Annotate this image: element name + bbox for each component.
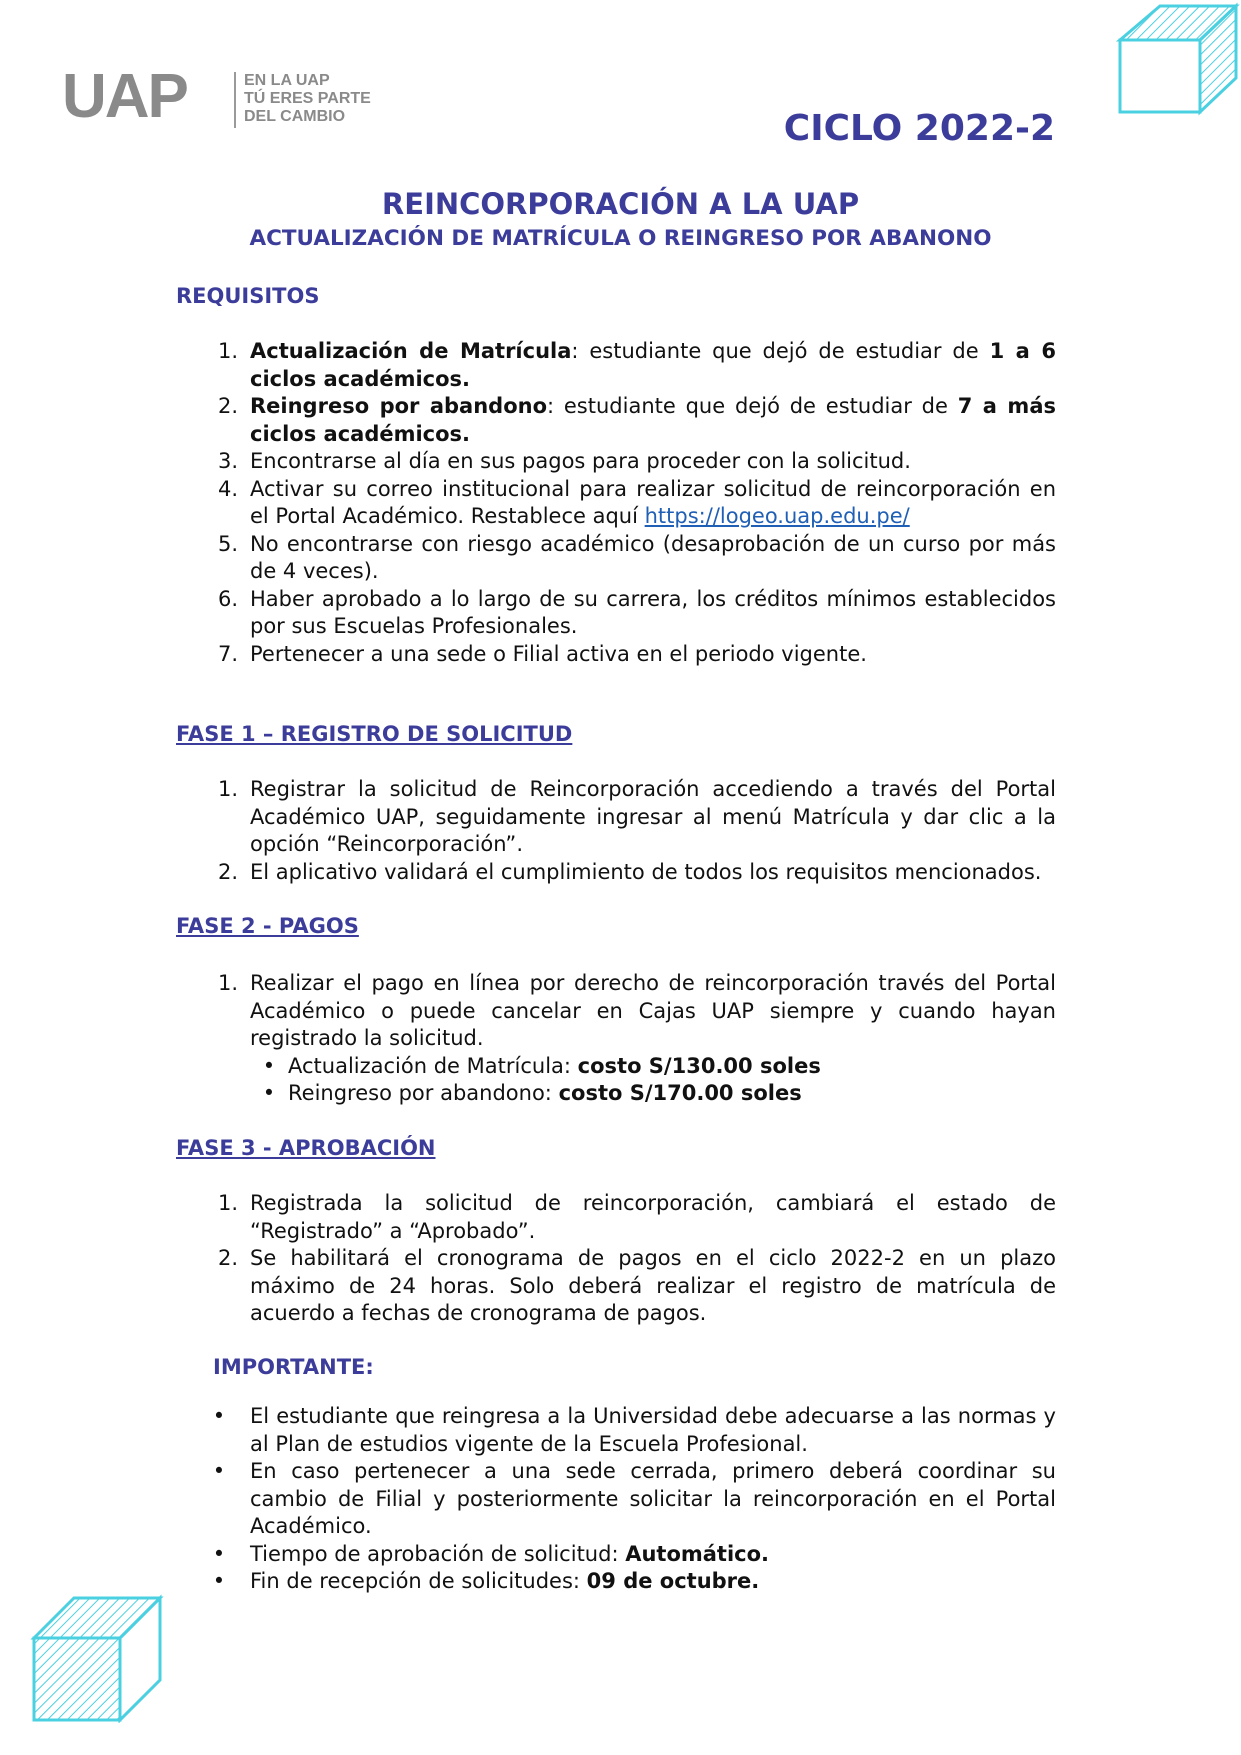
item-bold: costo S/130.00 soles bbox=[577, 1053, 821, 1078]
item-text: Se habilitará el cronograma de pagos en el ciclo 2022-2 en un plazo máximo de 24 horas. Solo deberá realizar el registro de matrícula de acuerdo a fechas de cronograma de pagos. bbox=[250, 1246, 1056, 1325]
item-number: 6. bbox=[217, 586, 238, 611]
list-item bbox=[176, 531, 1056, 586]
item-text: : estudiante que dejó de estudiar de bbox=[571, 339, 990, 363]
item-text: El aplicativo validará el cumplimiento de todos los requisitos mencionados. bbox=[250, 859, 1042, 884]
list-item bbox=[176, 1403, 1056, 1458]
item-text: El estudiante que reingresa a la Universidad debe adecuarse a las normas y al Plan de estudios vigente de la Escuela Profesional. bbox=[250, 1404, 1056, 1456]
fase2-heading: FASE 2 - PAGOS bbox=[176, 914, 359, 938]
list-item bbox=[176, 393, 1056, 448]
fase3-list bbox=[176, 1190, 1056, 1328]
item-text: Activar su correo institucional para realizar solicitud de reincorporación en el Portal Académico. Restablece aquí bbox=[250, 476, 1056, 528]
importante-list bbox=[176, 1403, 1056, 1596]
item-number: 7. bbox=[217, 641, 238, 666]
item-number: 3. bbox=[217, 449, 238, 473]
bullet-icon: • bbox=[212, 1459, 226, 1483]
list-item bbox=[176, 1458, 1056, 1541]
item-text: Actualización de Matrícula: bbox=[288, 1053, 578, 1078]
list-item bbox=[176, 970, 1056, 1053]
item-text: Pertenecer a una sede o Filial activa en el periodo vigente. bbox=[250, 641, 867, 666]
logeo-link[interactable]: https://logeo.uap.edu.pe/ bbox=[644, 504, 910, 528]
fase3-heading: FASE 3 - APROBACIÓN bbox=[176, 1136, 436, 1160]
item-number: 2. bbox=[217, 394, 238, 418]
item-text: En caso pertenecer a una sede cerrada, primero deberá coordinar su cambio de Filial y posteriormente solicitar la reincorporación en el Portal Académico. bbox=[250, 1459, 1056, 1538]
requisitos-heading: REQUISITOS bbox=[176, 284, 320, 308]
item-number: 1. bbox=[217, 1191, 238, 1215]
item-text: No encontrarse con riesgo académico (desaprobación de un curso por más de 4 veces). bbox=[250, 531, 1056, 583]
bullet-icon: • bbox=[212, 1541, 226, 1566]
list-item bbox=[250, 1080, 1056, 1108]
list-item bbox=[250, 1053, 1056, 1081]
cube-icon-bottom-left bbox=[30, 1588, 170, 1723]
bullet-icon: • bbox=[262, 1081, 276, 1105]
item-text: Encontrarse al día en sus pagos para proceder con la solicitud. bbox=[250, 449, 911, 473]
item-bold: 09 de octubre. bbox=[586, 1569, 760, 1593]
item-number: 1. bbox=[217, 777, 238, 801]
importante-heading: IMPORTANTE: bbox=[213, 1355, 374, 1379]
item-bold: Reingreso por abandono bbox=[250, 394, 547, 418]
item-text: Reingreso por abandono: bbox=[288, 1081, 559, 1105]
item-text: Registrada la solicitud de reincorporación, cambiará el estado de “Registrado” a “Aprobado”. bbox=[250, 1191, 1056, 1243]
item-bold: Actualización de Matrícula bbox=[250, 339, 572, 363]
logo-divider bbox=[234, 72, 236, 128]
list-item bbox=[176, 776, 1056, 859]
page-title: REINCORPORACIÓN A LA UAP bbox=[381, 187, 860, 221]
list-item bbox=[176, 338, 1056, 393]
bullet-icon: • bbox=[262, 1053, 276, 1078]
fase1-list bbox=[176, 776, 1056, 886]
item-text: Realizar el pago en línea por derecho de reincorporación través del Portal Académico o puede cancelar en Cajas UAP siempre y cuando hayan registrado la solicitud. bbox=[250, 971, 1056, 1050]
item-text: : estudiante que dejó de estudiar de bbox=[547, 394, 958, 418]
list-item bbox=[176, 476, 1056, 531]
item-bold: 1 a 6 ciclos académicos. bbox=[250, 339, 1056, 391]
item-number: 1. bbox=[217, 339, 238, 363]
fase1-heading: FASE 1 – REGISTRO DE SOLICITUD bbox=[176, 722, 573, 746]
fase2-list bbox=[176, 970, 1056, 1108]
item-bold: Automático. bbox=[625, 1541, 770, 1566]
list-item bbox=[176, 1245, 1056, 1328]
list-item bbox=[176, 859, 1056, 887]
ciclo-label: CICLO 2022-2 bbox=[783, 108, 1055, 149]
requisitos-list bbox=[176, 338, 1056, 668]
item-text: Haber aprobado a lo largo de su carrera, los créditos mínimos establecidos por sus Escuelas Profesionales. bbox=[250, 586, 1056, 638]
logo-tagline-line: DEL CAMBIO bbox=[244, 108, 346, 125]
logo-tagline-line: TÚ ERES PARTE bbox=[244, 90, 371, 107]
bullet-icon: • bbox=[212, 1569, 226, 1593]
list-item bbox=[176, 1190, 1056, 1245]
item-number: 2. bbox=[217, 1246, 238, 1270]
list-item bbox=[176, 1568, 1056, 1596]
item-text: Fin de recepción de solicitudes: bbox=[250, 1569, 587, 1593]
list-item bbox=[176, 448, 1056, 476]
cube-icon-top-right bbox=[1116, 0, 1241, 118]
list-item bbox=[176, 586, 1056, 641]
logo-tagline bbox=[244, 72, 371, 126]
list-item bbox=[176, 641, 1056, 669]
item-text: Registrar la solicitud de Reincorporación accediendo a través del Portal Académico UAP, seguidamente ingresar al menú Matrícula y dar clic a la opción “Reincorporación”. bbox=[250, 777, 1056, 856]
item-number: 4. bbox=[217, 476, 238, 501]
item-number: 2. bbox=[217, 859, 238, 884]
item-bold: costo S/170.00 soles bbox=[558, 1081, 802, 1105]
list-item bbox=[176, 1541, 1056, 1569]
item-text: Tiempo de aprobación de solicitud: bbox=[250, 1541, 626, 1566]
item-number: 1. bbox=[217, 971, 238, 995]
bullet-icon: • bbox=[212, 1404, 226, 1428]
logo-wordmark: UAP bbox=[62, 62, 187, 131]
item-number: 5. bbox=[217, 531, 238, 556]
page-subtitle: ACTUALIZACIÓN DE MATRÍCULA O REINGRESO POR ABANONO bbox=[249, 226, 992, 251]
logo-tagline-line: EN LA UAP bbox=[244, 72, 330, 89]
item-bold: 7 a más ciclos académicos. bbox=[250, 394, 1056, 446]
